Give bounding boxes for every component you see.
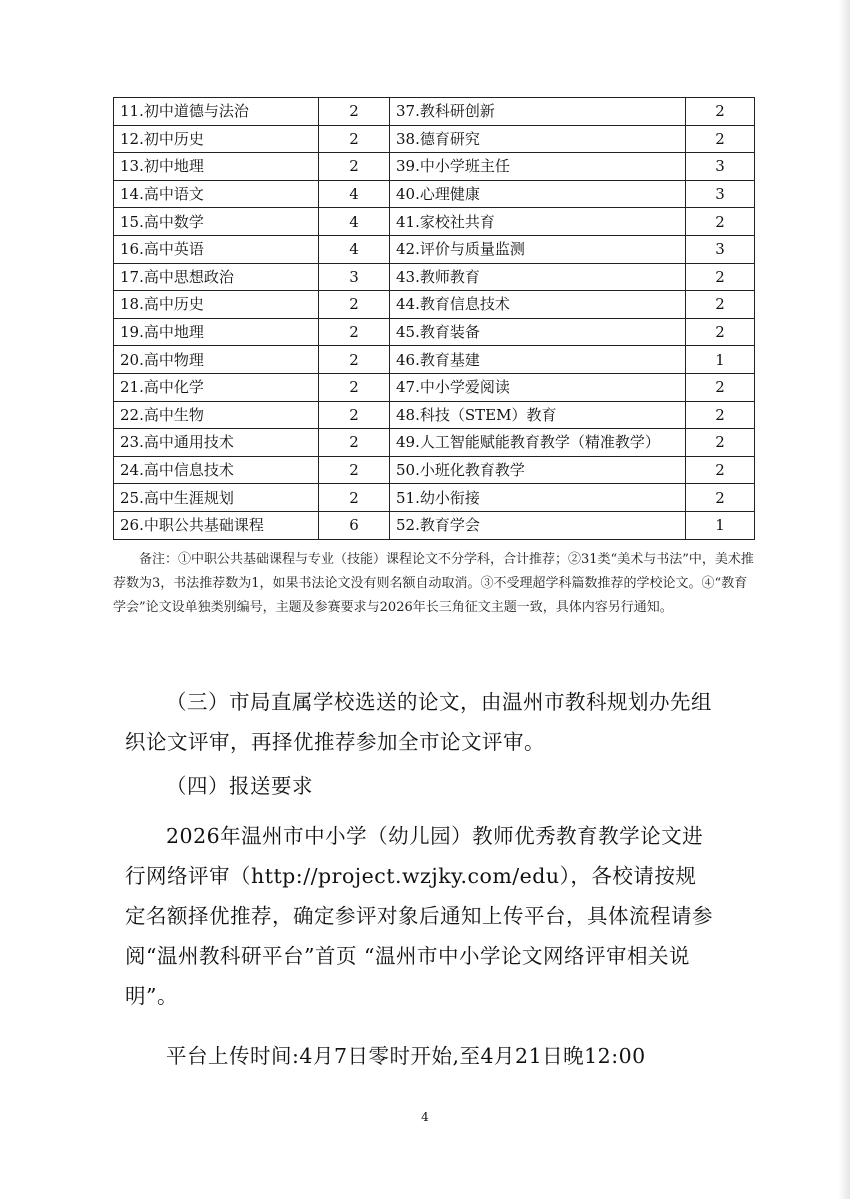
subject-cell: 38.德育研究 <box>390 125 686 153</box>
table-row <box>114 153 755 181</box>
subject-cell: 44.教育信息技术 <box>390 291 686 319</box>
subject-cell: 12.初中历史 <box>114 125 319 153</box>
subject-cell: 20.高中物理 <box>114 346 319 374</box>
count-cell: 2 <box>319 153 390 181</box>
subject-cell: 40.心理健康 <box>390 180 686 208</box>
subject-cell: 17.高中思想政治 <box>114 263 319 291</box>
count-cell: 3 <box>686 180 755 208</box>
count-cell: 1 <box>686 346 755 374</box>
count-cell: 2 <box>686 484 755 512</box>
subject-cell: 14.高中语文 <box>114 180 319 208</box>
count-cell: 4 <box>319 208 390 236</box>
page-number: 4 <box>421 1110 429 1124</box>
subject-cell: 45.教育装备 <box>390 318 686 346</box>
subject-cell: 49.人工智能赋能教育教学（精准教学） <box>390 429 686 457</box>
table-row <box>114 318 755 346</box>
subject-cell: 11.初中道德与法治 <box>114 98 319 126</box>
count-cell: 2 <box>319 291 390 319</box>
count-cell: 2 <box>319 98 390 126</box>
subject-cell: 24.高中信息技术 <box>114 456 319 484</box>
table-row <box>114 511 755 539</box>
subject-cell: 39.中小学班主任 <box>390 153 686 181</box>
section-3-paragraph: （三）市局直属学校选送的论文，由温州市教科规划办先组织论文评审，再择优推荐参加全市论文评审。 <box>125 690 712 754</box>
count-cell: 2 <box>319 373 390 401</box>
table-row <box>114 263 755 291</box>
count-cell: 2 <box>319 456 390 484</box>
count-cell: 2 <box>319 125 390 153</box>
subject-cell: 46.教育基建 <box>390 346 686 374</box>
subject-cell: 23.高中通用技术 <box>114 429 319 457</box>
count-cell: 4 <box>319 235 390 263</box>
count-cell: 2 <box>686 125 755 153</box>
table-row <box>114 429 755 457</box>
subject-cell: 15.高中数学 <box>114 208 319 236</box>
page-edge-shadow <box>838 0 850 1199</box>
count-cell: 2 <box>319 429 390 457</box>
section-4-body: 2026年温州市中小学（幼儿园）教师优秀教育教学论文进行网络评审（http://project.wzjky.com/edu），各校请按规定名额择优推荐，确定参评对象后通知上传平台，具体流程请参阅“温州教科研平台”首页 “温州市中小学论文网络评审相关说明”。 <box>125 824 713 1008</box>
count-cell: 2 <box>686 263 755 291</box>
subject-cell: 19.高中地理 <box>114 318 319 346</box>
subject-cell: 50.小班化教育教学 <box>390 456 686 484</box>
section-4-heading: （四）报送要求 <box>166 774 313 798</box>
subject-cell: 16.高中英语 <box>114 235 319 263</box>
count-cell: 2 <box>319 346 390 374</box>
count-cell: 2 <box>319 401 390 429</box>
subject-cell: 13.初中地理 <box>114 153 319 181</box>
subject-cell: 25.高中生涯规划 <box>114 484 319 512</box>
count-cell: 2 <box>686 98 755 126</box>
subject-cell: 47.中小学爱阅读 <box>390 373 686 401</box>
table-row <box>114 125 755 153</box>
subject-cell: 21.高中化学 <box>114 373 319 401</box>
count-cell: 3 <box>319 263 390 291</box>
count-cell: 3 <box>686 153 755 181</box>
count-cell: 2 <box>686 373 755 401</box>
table-row <box>114 346 755 374</box>
upload-time-paragraph: 平台上传时间:4月7日零时开始,至4月21日晚12:00 <box>166 1044 646 1068</box>
count-cell: 2 <box>686 291 755 319</box>
count-cell: 1 <box>686 511 755 539</box>
count-cell: 2 <box>686 401 755 429</box>
table-row <box>114 484 755 512</box>
count-cell: 4 <box>319 180 390 208</box>
subject-cell: 37.教科研创新 <box>390 98 686 126</box>
subject-cell: 26.中职公共基础课程 <box>114 511 319 539</box>
subject-cell: 18.高中历史 <box>114 291 319 319</box>
subject-cell: 43.教师教育 <box>390 263 686 291</box>
count-cell: 2 <box>319 484 390 512</box>
count-cell: 2 <box>319 318 390 346</box>
count-cell: 2 <box>686 318 755 346</box>
count-cell: 2 <box>686 456 755 484</box>
count-cell: 2 <box>686 208 755 236</box>
recommendation-quota-table <box>113 97 755 540</box>
table-row <box>114 180 755 208</box>
table-row <box>114 373 755 401</box>
subject-cell: 52.教育学会 <box>390 511 686 539</box>
count-cell: 3 <box>686 235 755 263</box>
subject-cell: 51.幼小衔接 <box>390 484 686 512</box>
table-row <box>114 291 755 319</box>
subject-cell: 22.高中生物 <box>114 401 319 429</box>
count-cell: 6 <box>319 511 390 539</box>
table-footnote: 备注：①中职公共基础课程与专业（技能）课程论文不分学科，合计推荐；②31类“美术与书法”中，美术推荐数为3，书法推荐数为1，如果书法论文没有则名额自动取消。③不受理超学科篇数推荐的学校论文。④“教育学会”论文设单独类别编号，主题及参赛要求与2026年长三角征文主题一致，具体内容另行通知。 <box>113 552 754 615</box>
quota-table-body <box>114 98 755 540</box>
subject-cell: 41.家校社共育 <box>390 208 686 236</box>
count-cell: 2 <box>686 429 755 457</box>
table-row <box>114 98 755 126</box>
table-row <box>114 208 755 236</box>
table-row <box>114 456 755 484</box>
subject-cell: 42.评价与质量监测 <box>390 235 686 263</box>
subject-cell: 48.科技（STEM）教育 <box>390 401 686 429</box>
table-row <box>114 235 755 263</box>
table-row <box>114 401 755 429</box>
